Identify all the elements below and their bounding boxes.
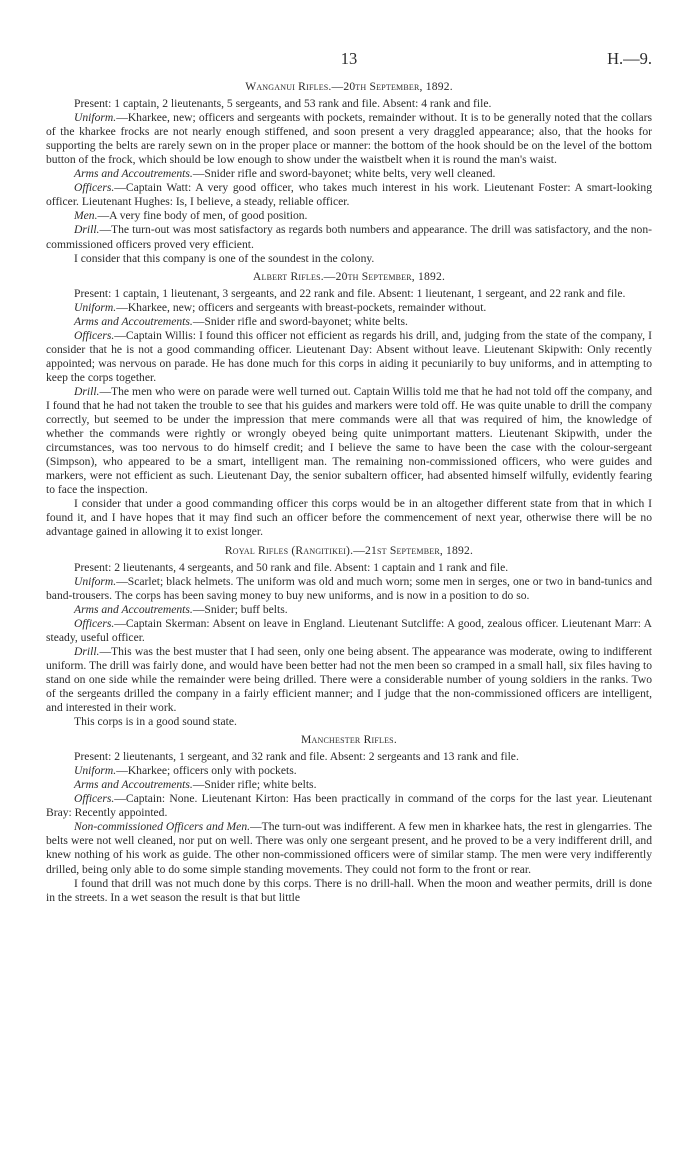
paragraph-text: —Captain Willis: I found this officer not efficient as regards his drill, and, judging from the state of the company, I consider that he is not a good commanding officer. Lieutenant Day: Absent without leave. Lieutenant Skipwith: Only recently appointed; was nervous on parade. He has done much for this corps in aiding it pecuniarily to buy uniforms, and in attempting to keep the corps together. (46, 328, 652, 384)
section-title-text: Albert Rifles.—20th September, 1892. (252, 269, 446, 283)
paragraph-text: —Kharkee, new; officers and sergeants with breast-pockets, remainder without. (116, 300, 487, 314)
paragraph-text: —Kharkee; officers only with pockets. (116, 764, 297, 778)
paragraph-text: —A very fine body of men, of good position. (97, 209, 308, 223)
paragraph-label: Men. (74, 209, 98, 223)
paragraph-text: I consider that under a good commanding officer this corps would be in an altogether different state from that in which I found it, and I have hopes that it may find such an officer before the commencement of next year, otherwise there will be no advantage gained in allowing it to exist longer. (46, 497, 652, 539)
paragraph-text: —Captain Skerman: Absent on leave in England. Lieutenant Sutcliffe: A good, zealous officer. Lieutenant Marr: A steady, useful officer. (46, 616, 652, 644)
section-title-text: Royal Rifles (Rangitikei).—21st September, 1892. (224, 543, 474, 557)
paragraph-text: Present: 2 lieutenants, 4 sergeants, and 50 rank and file. Absent: 1 captain and 1 rank and file. (74, 560, 509, 574)
section-title (46, 80, 652, 94)
paragraph-label: Officers. (74, 792, 115, 806)
paragraph-text: Present: 1 captain, 2 lieutenants, 5 sergeants, and 53 rank and file. Absent: 4 rank and file. (74, 97, 492, 111)
parliamentary-paper-reference: H.—9. (607, 49, 652, 68)
report-paragraph (46, 301, 652, 315)
paragraph-label: Arms and Accoutrements. (74, 314, 193, 328)
report-paragraph (46, 111, 652, 167)
paragraph-text: —The turn-out was indifferent. A few men in kharkee hats, the rest in glengarries. The belts were not well cleaned, nor put on well. There was only one sergeant present, and he proved to be a very indifferent drill, and knew nothing of his work as guide. The other non-commissioned officers were of similar stamp. The men were very indifferently drilled, being only able to do some simple standing movements. They could not form to the front or rear. (46, 820, 652, 876)
paragraph-text: —Snider; buff belts. (192, 602, 288, 616)
paragraph-label: Arms and Accoutrements. (74, 167, 193, 181)
paragraph-label: Uniform. (74, 300, 117, 314)
report-paragraph (46, 497, 652, 539)
report-paragraph (46, 778, 652, 792)
paragraph-text: —Snider rifle and sword-bayonet; white belts. (192, 314, 408, 328)
report-paragraph (46, 287, 652, 301)
report-paragraph (46, 645, 652, 715)
report-body (46, 80, 652, 905)
paragraph-text: —Snider rifle; white belts. (192, 778, 317, 792)
report-paragraph (46, 167, 652, 181)
paragraph-label: Officers. (74, 616, 115, 630)
paragraph-label: Non-commissioned Officers and Men. (74, 820, 251, 834)
report-section (46, 544, 652, 730)
report-paragraph (46, 329, 652, 385)
report-paragraph (46, 561, 652, 575)
paragraph-text: —Scarlet; black helmets. The uniform was old and much worn; some men in serges, one or two in band-tunics and band-trousers. The corps has been saving money to buy new uniforms, and is now in a position to do so. (46, 574, 652, 602)
report-paragraph (46, 385, 652, 497)
paragraph-label: Drill. (74, 223, 100, 237)
page-header (46, 50, 652, 70)
section-title-text: Wanganui Rifles.—20th September, 1892. (245, 80, 453, 93)
report-paragraph (46, 764, 652, 778)
paragraph-text: Present: 2 lieutenants, 1 sergeant, and 32 rank and file. Absent: 2 sergeants and 13 rank and file. (74, 750, 519, 764)
paragraph-text: Present: 1 captain, 1 lieutenant, 3 sergeants, and 22 rank and file. Absent: 1 lieutenant, 1 sergeant, and 22 rank and file. (74, 286, 626, 300)
section-title (46, 270, 652, 284)
report-paragraph (46, 820, 652, 876)
paragraph-text: This corps is in a good sound state. (74, 715, 237, 729)
report-section (46, 270, 652, 540)
report-paragraph (46, 617, 652, 645)
paragraph-label: Officers. (74, 328, 115, 342)
paragraph-label: Arms and Accoutrements. (74, 602, 193, 616)
report-paragraph (46, 575, 652, 603)
paragraph-text: —Captain: None. Lieutenant Kirton: Has been practically in command of the corps for the last year. Lieutenant Bray: Recently appointed. (46, 792, 652, 820)
paragraph-label: Uniform. (74, 111, 117, 125)
paragraph-label: Uniform. (74, 574, 117, 588)
paragraph-label: Arms and Accoutrements. (74, 778, 193, 792)
paragraph-text: —Snider rifle and sword-bayonet; white belts, very well cleaned. (192, 167, 496, 181)
report-paragraph (46, 792, 652, 820)
report-paragraph (46, 181, 652, 209)
report-paragraph (46, 715, 652, 729)
report-paragraph (46, 315, 652, 329)
report-paragraph (46, 97, 652, 111)
section-title-text: Manchester Rifles. (301, 733, 397, 747)
paragraph-text: —This was the best muster that I had seen, only one being absent. The appearance was moderate, owing to indifferent uniform. The drill was fairly done, and would have been better had not the men been so cramped in a small hall, six files having to stand on one side while the remainder were being drilled. There were a considerable number of young soldiers in the ranks. Two of the sergeants drilled the company in a fairly efficient manner; and I judge that the non-commissioned officers are intelligent, and interested in their work. (46, 644, 652, 715)
paragraph-text: I found that drill was not much done by this corps. There is no drill-hall. When the moon and weather permits, drill is done in the streets. In a wet season the result is that but little (46, 876, 652, 904)
paragraph-text: —The turn-out was most satisfactory as regards both numbers and appearance. The drill was satisfactory, and the non-commissioned officers proved very efficient. (46, 223, 652, 251)
paragraph-text: —Kharkee, new; officers and sergeants with pockets, remainder without. It is to be generally noted that the collars of the kharkee frocks are not nearly enough stiffened, and soon present a very draggled appearance; also, that the hooks for supporting the belts are rarely sewn on in the proper place or manner: the bottom of the hook should be on the level of the bottom button of the frock, which should be low enough to show under the waistbelt when it is round the man's waist. (46, 111, 652, 167)
report-paragraph (46, 603, 652, 617)
section-title (46, 733, 652, 747)
report-section (46, 80, 652, 266)
paragraph-label: Drill. (74, 384, 100, 398)
report-paragraph (46, 252, 652, 266)
paragraph-text: I consider that this company is one of the soundest in the colony. (74, 251, 375, 265)
section-title (46, 544, 652, 558)
paragraph-label: Drill. (74, 644, 100, 658)
report-section (46, 733, 652, 905)
page-number: 13 (340, 49, 358, 68)
report-paragraph (46, 209, 652, 223)
report-paragraph (46, 750, 652, 764)
paragraph-label: Officers. (74, 181, 115, 195)
paragraph-text: —Captain Watt: A very good officer, who takes much interest in his work. Lieutenant Foster: A smart-looking officer. Lieutenant Hughes: Is, I believe, a steady, reliable officer. (46, 181, 652, 209)
report-paragraph (46, 877, 652, 905)
report-paragraph (46, 223, 652, 251)
paragraph-label: Uniform. (74, 764, 117, 778)
paragraph-text: —The men who were on parade were well turned out. Captain Willis told me that he had not told off the company, and I found that he had not taken the trouble to see that his guides and markers were told off. He was quite unable to drill the company correctly, but seemed to be under the impression that mere commands were all that was required of him, the knowledge of whether the commands were rightly or wrongly obeyed being quite unimportant matters. Lieutenant Skipwith, under the circumstances, was too nervous to do himself credit; and I believe the same to have been the case with the colour-sergeant (Simpson), who appeared to be a smart, intelligent man. The remaining non-commissioned officers, who were guides and markers, were not efficient as such. Lieutenant Day, the senior subaltern officer, had absented himself wilfully, evidently fearing to face the inspection. (46, 384, 652, 497)
